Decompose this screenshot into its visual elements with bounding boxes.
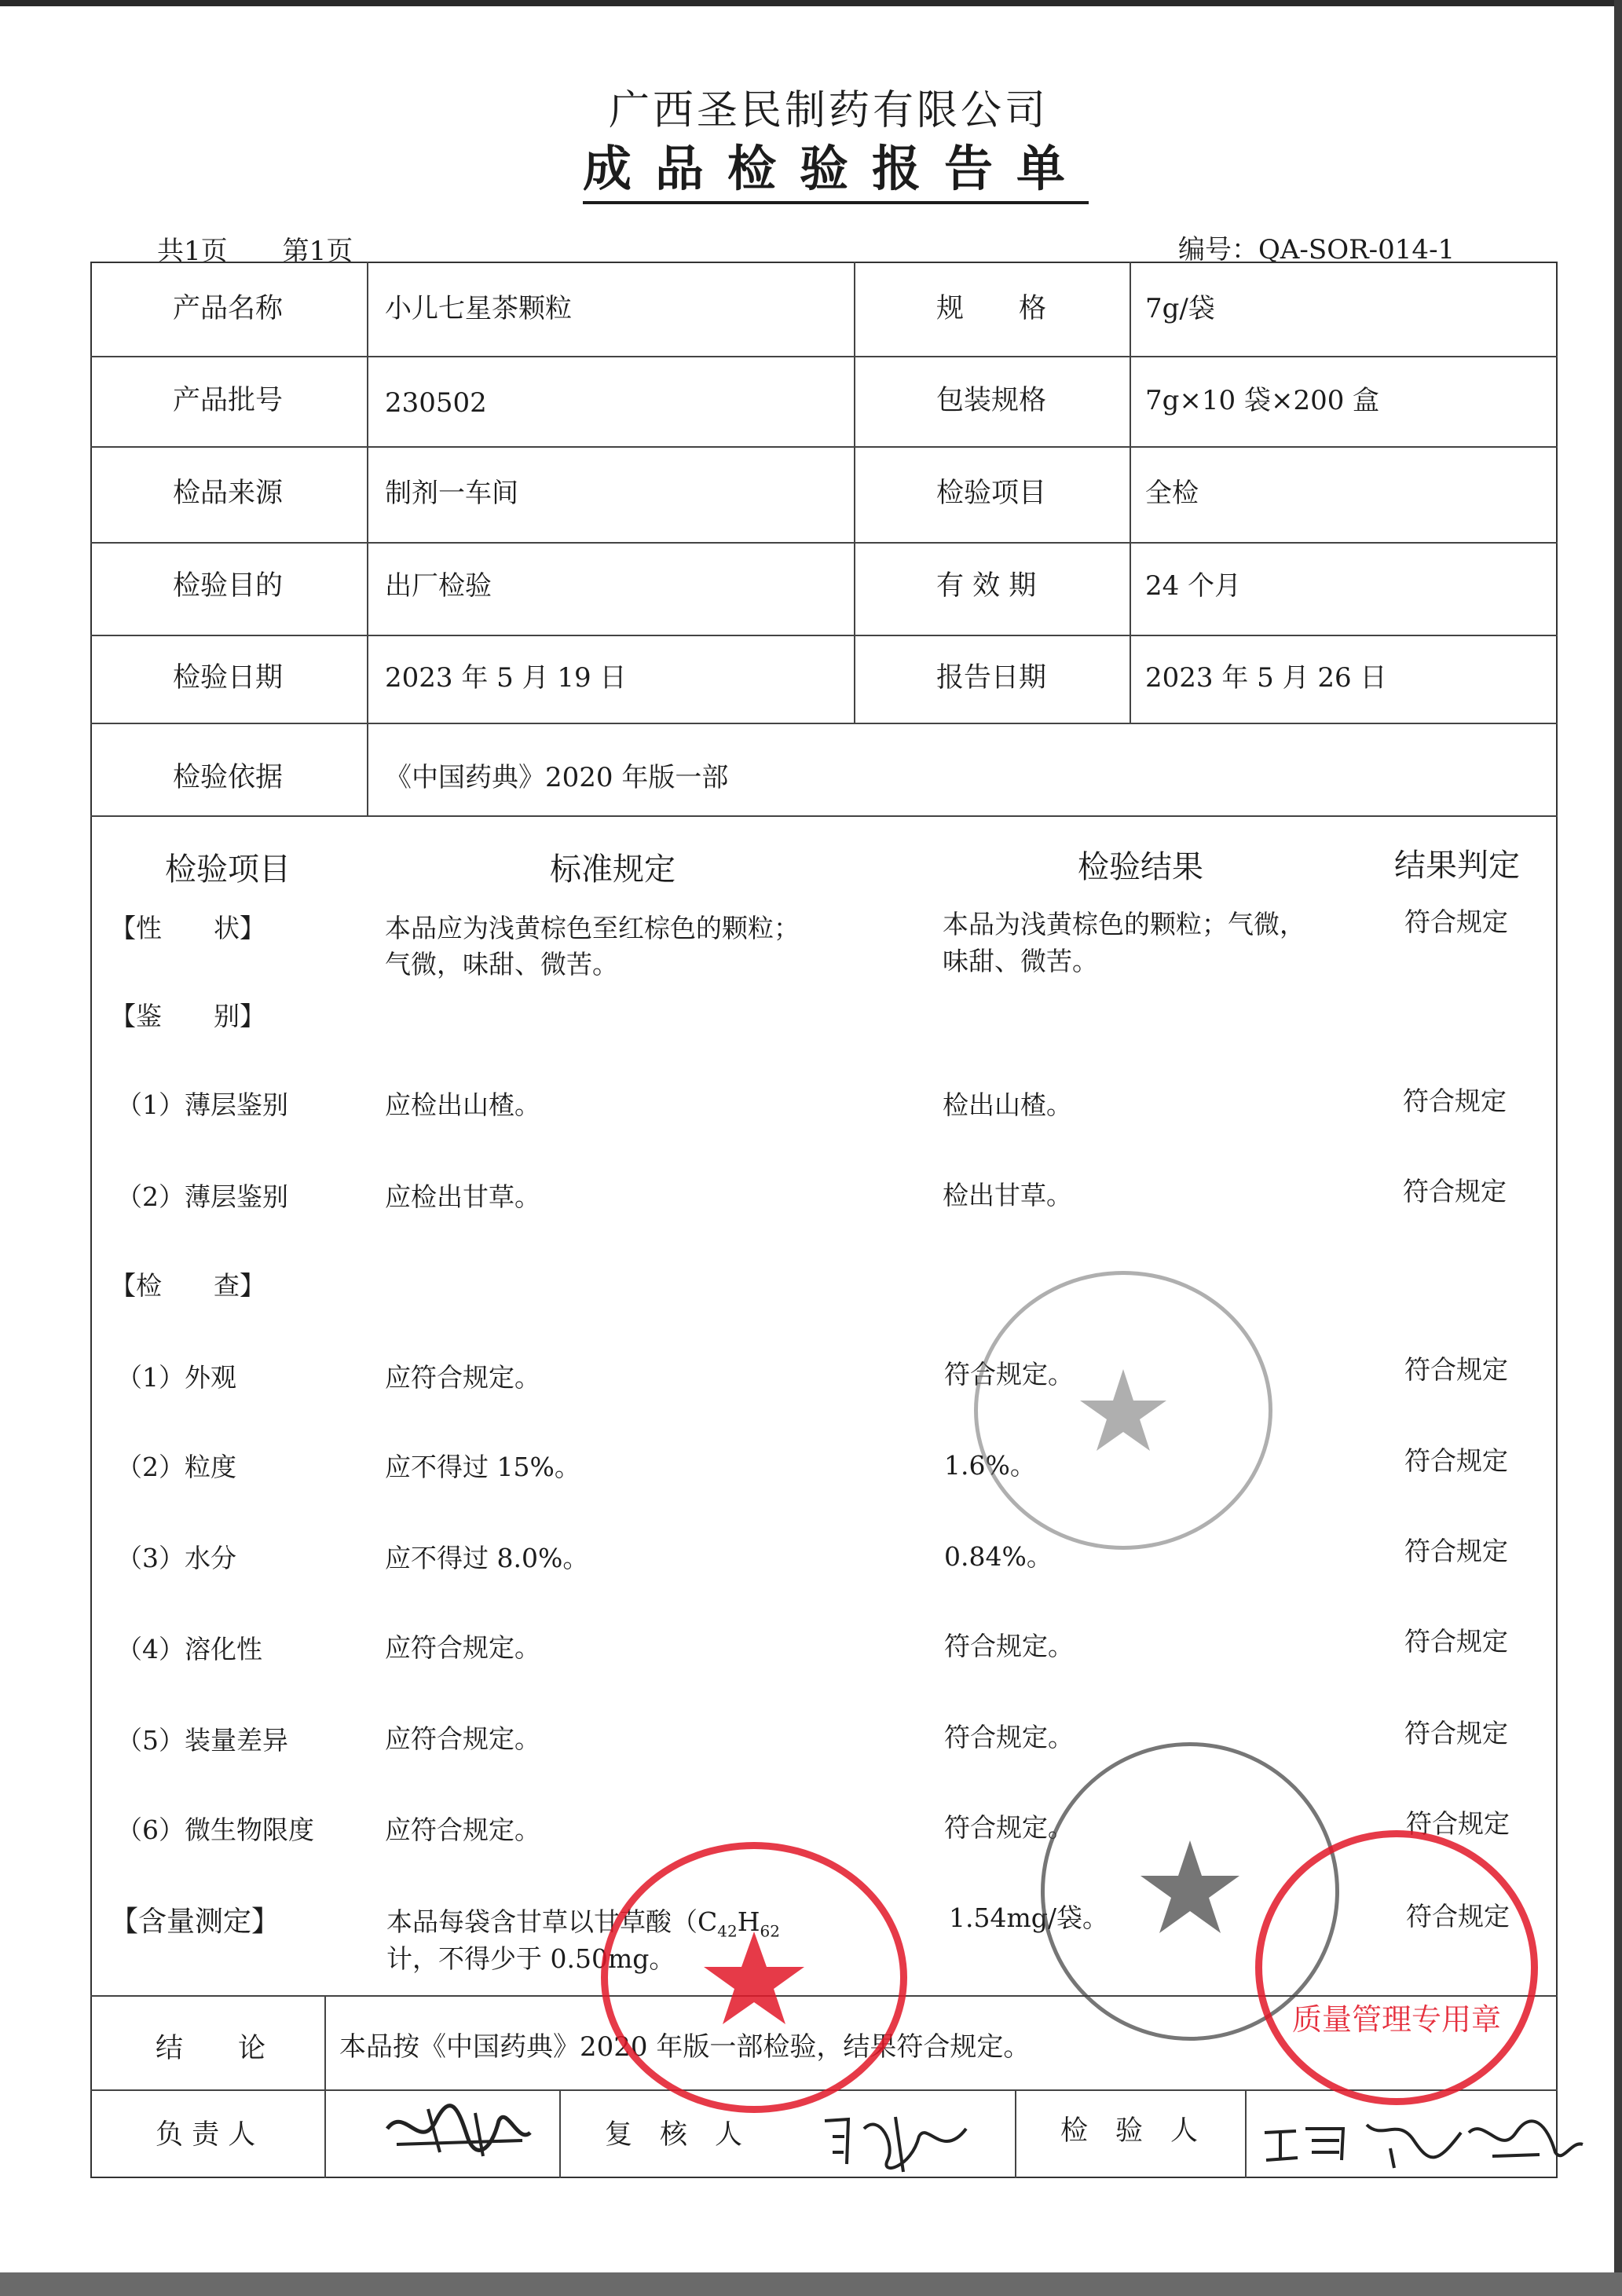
basis-label: 检验依据	[173, 762, 284, 793]
assay-formula-subscript: 42	[717, 1921, 738, 1941]
check-4-name: （4）溶化性	[116, 1634, 262, 1664]
check-6-result: 符合规定。	[944, 1812, 1074, 1843]
scan-edge	[1614, 0, 1622, 2296]
check-2-name: （2）粒度	[116, 1452, 236, 1482]
check-6-judgement: 符合规定	[1406, 1808, 1510, 1839]
ident-1-result: 检出山楂。	[943, 1089, 1072, 1120]
inspector-label: 检 验 人	[1060, 2115, 1199, 2147]
batch-label: 产品批号	[173, 385, 284, 416]
conclusion-label: 结 论	[156, 2033, 266, 2064]
column-header-item: 检验项目	[165, 851, 291, 888]
document-title: 成品检验报告单	[583, 130, 1089, 204]
character-standard-line1: 本品应为浅黄棕色至红棕色的颗粒；	[385, 913, 800, 943]
validity-label: 有 效 期	[936, 570, 1037, 602]
pack-label: 包装规格	[936, 385, 1047, 416]
batch-value: 230502	[385, 387, 487, 419]
company-name: 广西圣民制药有限公司	[608, 87, 1049, 134]
basis-value: 《中国药典》2020 年版一部	[385, 762, 729, 793]
assay-formula-subscript: 62	[760, 1921, 780, 1941]
assay-judgement: 符合规定	[1406, 1901, 1510, 1932]
column-header-result: 检验结果	[1078, 849, 1203, 885]
ident-2-standard: 应检出甘草。	[385, 1181, 540, 1212]
signature-responsible	[381, 2097, 538, 2168]
check-3-name: （3）水分	[116, 1543, 236, 1573]
report-date-label: 报告日期	[936, 662, 1047, 694]
company-seal-stamp	[974, 1271, 1272, 1550]
check-5-name: （5）装量差异	[116, 1725, 288, 1756]
check-1-result: 符合规定。	[944, 1359, 1074, 1390]
check-4-judgement: 符合规定	[1404, 1626, 1508, 1657]
report-date-value: 2023 年 5 月 26 日	[1145, 662, 1387, 694]
col-divider	[367, 262, 368, 815]
row-divider	[90, 723, 1558, 724]
conclusion-text: 本品按《中国药典》2020 年版一部检验，结果符合规定。	[339, 2031, 1031, 2063]
assay-formula-h: H	[737, 1906, 760, 1937]
scan-edge	[0, 0, 1622, 6]
assay-result: 1.54mg/袋。	[949, 1902, 1109, 1933]
check-5-result: 符合规定。	[944, 1722, 1074, 1752]
col-divider	[854, 262, 855, 723]
company-seal-stamp	[1255, 1830, 1538, 2105]
check-1-standard: 应符合规定。	[385, 1362, 540, 1393]
check-5-standard: 应符合规定。	[385, 1723, 540, 1754]
check-5-judgement: 符合规定	[1404, 1718, 1508, 1749]
column-header-standard: 标准规定	[550, 851, 676, 888]
check-2-result: 1.6%。	[944, 1450, 1036, 1481]
check-3-judgement: 符合规定	[1404, 1536, 1508, 1566]
page-total: 共1页	[157, 236, 228, 267]
item-label: 检验项目	[936, 478, 1047, 509]
row-divider	[90, 542, 1558, 544]
check-4-result: 符合规定。	[944, 1631, 1074, 1661]
ident-1-judgement: 符合规定	[1403, 1086, 1507, 1116]
ident-1-standard: 应检出山楂。	[385, 1089, 540, 1120]
col-divider	[559, 2089, 561, 2178]
check-1-judgement: 符合规定	[1404, 1354, 1508, 1385]
col-divider	[1015, 2089, 1016, 2178]
ident-1-name: （1）薄层鉴别	[116, 1089, 288, 1120]
col-divider	[324, 1995, 326, 2178]
document-code: 编号：QA-SOR-014-1	[1178, 234, 1455, 265]
check-2-judgement: 符合规定	[1404, 1445, 1508, 1476]
item-value: 全检	[1145, 478, 1199, 509]
ident-2-judgement: 符合规定	[1403, 1176, 1507, 1207]
product-name-label: 产品名称	[173, 293, 284, 324]
section-character: 【性 状】	[110, 913, 265, 943]
assay-standard-text: 本品每袋含甘草以甘草酸（C	[386, 1906, 718, 1937]
row-divider	[90, 635, 1558, 636]
check-4-standard: 应符合规定。	[385, 1632, 540, 1663]
section-assay: 【含量测定】	[110, 1906, 280, 1938]
test-date-label: 检验日期	[173, 662, 284, 694]
row-divider	[90, 356, 1558, 357]
test-date-value: 2023 年 5 月 19 日	[385, 662, 627, 694]
character-result-line2: 味甜、微苦。	[943, 946, 1098, 976]
reviewer-label: 复 核 人	[605, 2119, 743, 2151]
validity-value: 24 个月	[1145, 570, 1242, 602]
col-divider	[1245, 2089, 1247, 2178]
character-standard-line2: 气微，味甜、微苦。	[385, 949, 618, 980]
assay-standard-line2: 计，不得少于 0.50mg。	[386, 1943, 676, 1974]
source-value: 制剂一车间	[385, 478, 518, 509]
purpose-label: 检验目的	[173, 570, 284, 602]
check-3-result: 0.84%。	[944, 1541, 1053, 1572]
character-judgement: 符合规定	[1404, 906, 1508, 937]
stamp-3-label: 质量管理专用章	[1291, 2002, 1502, 2037]
section-identification: 【鉴 别】	[110, 1001, 265, 1031]
check-6-standard: 应符合规定。	[385, 1814, 540, 1845]
section-check: 【检 查】	[110, 1270, 265, 1301]
column-header-judgement: 结果判定	[1394, 848, 1520, 884]
signature-inspectors	[1257, 2109, 1587, 2172]
col-divider	[1130, 262, 1131, 723]
source-label: 检品来源	[173, 478, 284, 509]
character-result-line1: 本品为浅黄棕色的颗粒；气微，	[943, 909, 1305, 939]
product-name-value: 小儿七星茶颗粒	[385, 293, 572, 324]
scan-edge	[0, 2272, 1622, 2296]
ident-2-result: 检出甘草。	[943, 1180, 1072, 1210]
check-1-name: （1）外观	[116, 1362, 236, 1393]
page-current: 第1页	[282, 236, 353, 267]
check-3-standard: 应不得过 8.0%。	[385, 1543, 589, 1573]
row-divider	[90, 815, 1558, 817]
ident-2-name: （2）薄层鉴别	[116, 1181, 288, 1212]
spec-label: 规 格	[936, 293, 1047, 324]
purpose-value: 出厂检验	[385, 570, 492, 602]
spec-value: 7g/袋	[1145, 293, 1215, 324]
company-seal-stamp	[601, 1842, 907, 2113]
pack-value: 7g×10 袋×200 盒	[1145, 385, 1380, 416]
responsible-label: 负 责 人	[156, 2119, 256, 2151]
check-2-standard: 应不得过 15%。	[385, 1452, 580, 1482]
row-divider	[90, 446, 1558, 448]
signature-reviewer	[817, 2097, 974, 2184]
check-6-name: （6）微生物限度	[116, 1814, 314, 1845]
